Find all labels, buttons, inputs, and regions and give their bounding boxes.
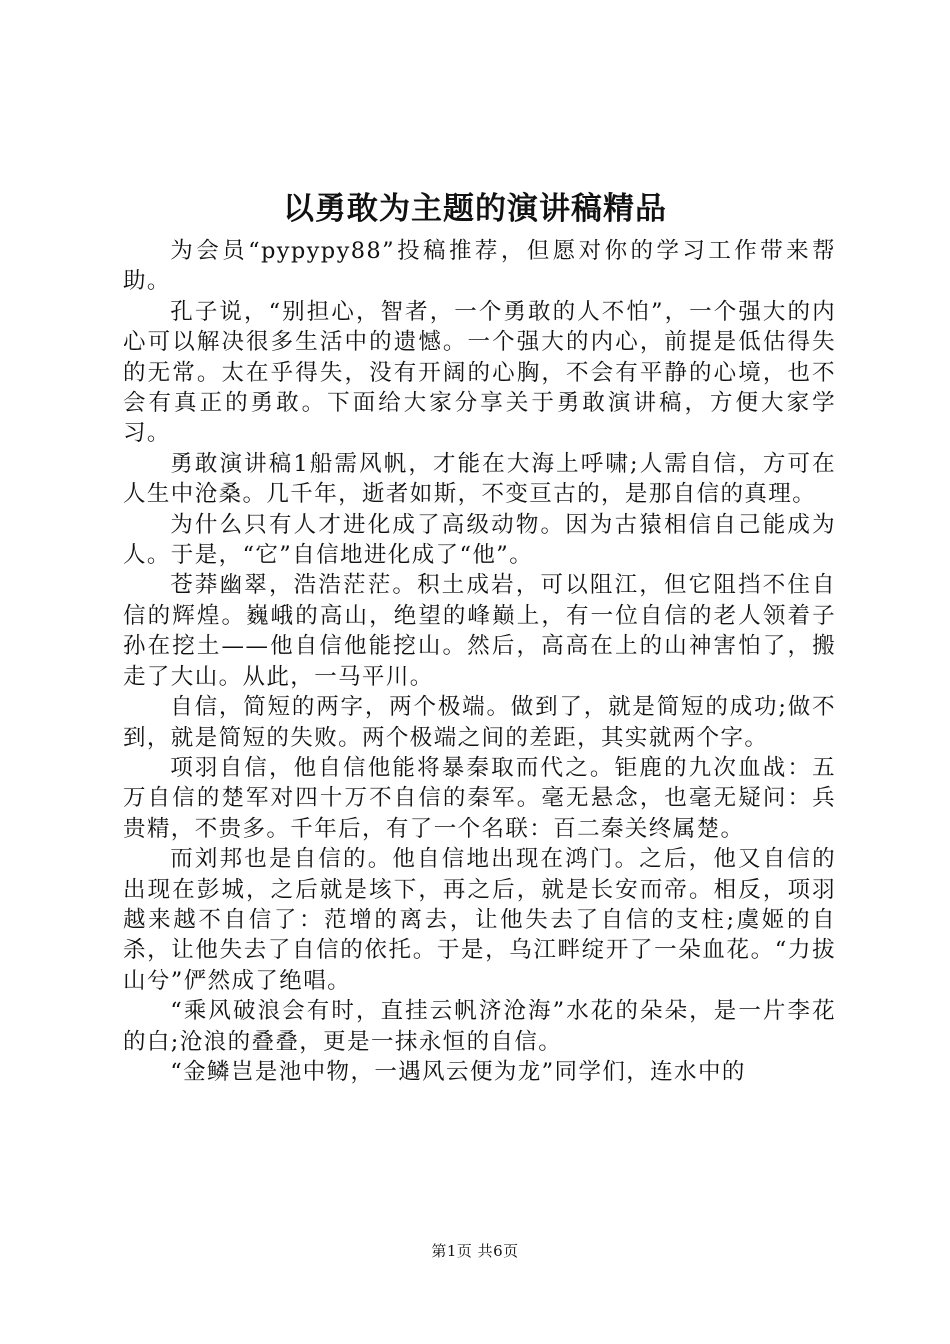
paragraph: 项羽自信，他自信他能将暴秦取而代之。钜鹿的九次血战：五万自信的楚军对四十万不自信的秦军。毫无悬念，也毫无疑问：兵贵精，不贵多。千年后，有了一个名联：百二秦关终属楚。: [123, 754, 836, 842]
paragraph: “金鳞岂是池中物，一遇风云便为龙”同学们，连水中的: [170, 1058, 746, 1085]
document-title: 以勇敢为主题的演讲稿精品: [283, 191, 667, 227]
paragraph: 苍莽幽翠，浩浩茫茫。积土成岩，可以阻江，但它阻挡不住自信的辉煌。巍峨的高山，绝望的峰巅上，有一位自信的老人领着子孙在挖土——他自信他能挖山。然后，高高在上的山神害怕了，搬走了大山。从此，一马平川。: [123, 572, 836, 690]
paragraph: 勇敢演讲稿1船需风帆，才能在大海上呼啸;人需自信，方可在人生中沧桑。几千年，逝者如斯，不变亘古的，是那自信的真理。: [123, 450, 836, 508]
paragraph: 孔子说，“别担心，智者，一个勇敢的人不怕”，一个强大的内心可以解决很多生活中的遗憾。一个强大的内心，前提是低估得失的无常。太在乎得失，没有开阔的心胸，不会有平静的心境，也不会有真正的勇敢。下面给大家分享关于勇敢演讲稿，方便大家学习。: [123, 298, 836, 447]
paragraph: 为会员“pypypy88”投稿推荐，但愿对你的学习工作带来帮助。: [123, 238, 836, 295]
page-footer: 第1页 共6页: [431, 1242, 519, 1260]
paragraph: “乘风破浪会有时，直挂云帆济沧海”水花的朵朵，是一片李花的白;沧浪的叠叠，更是一抹永恒的自信。: [123, 998, 836, 1055]
paragraph: 为什么只有人才进化成了高级动物。因为古猿相信自己能成为人。于是，“它”自信地进化成了“他”。: [123, 511, 836, 569]
document-body: [123, 236, 836, 1087]
paragraph: 自信，简短的两字，两个极端。做到了，就是简短的成功;做不到，就是简短的失败。两个极端之间的差距，其实就两个字。: [123, 694, 836, 751]
paragraph: 而刘邦也是自信的。他自信地出现在鸿门。之后，他又自信的出现在彭城，之后就是垓下，再之后，就是长安而帝。相反，项羽越来越不自信了：范增的离去，让他失去了自信的支柱;虞姬的自杀，让他失去了自信的依托。于是，乌江畔绽开了一朵血花。“力拔山兮”俨然成了绝唱。: [123, 846, 836, 994]
